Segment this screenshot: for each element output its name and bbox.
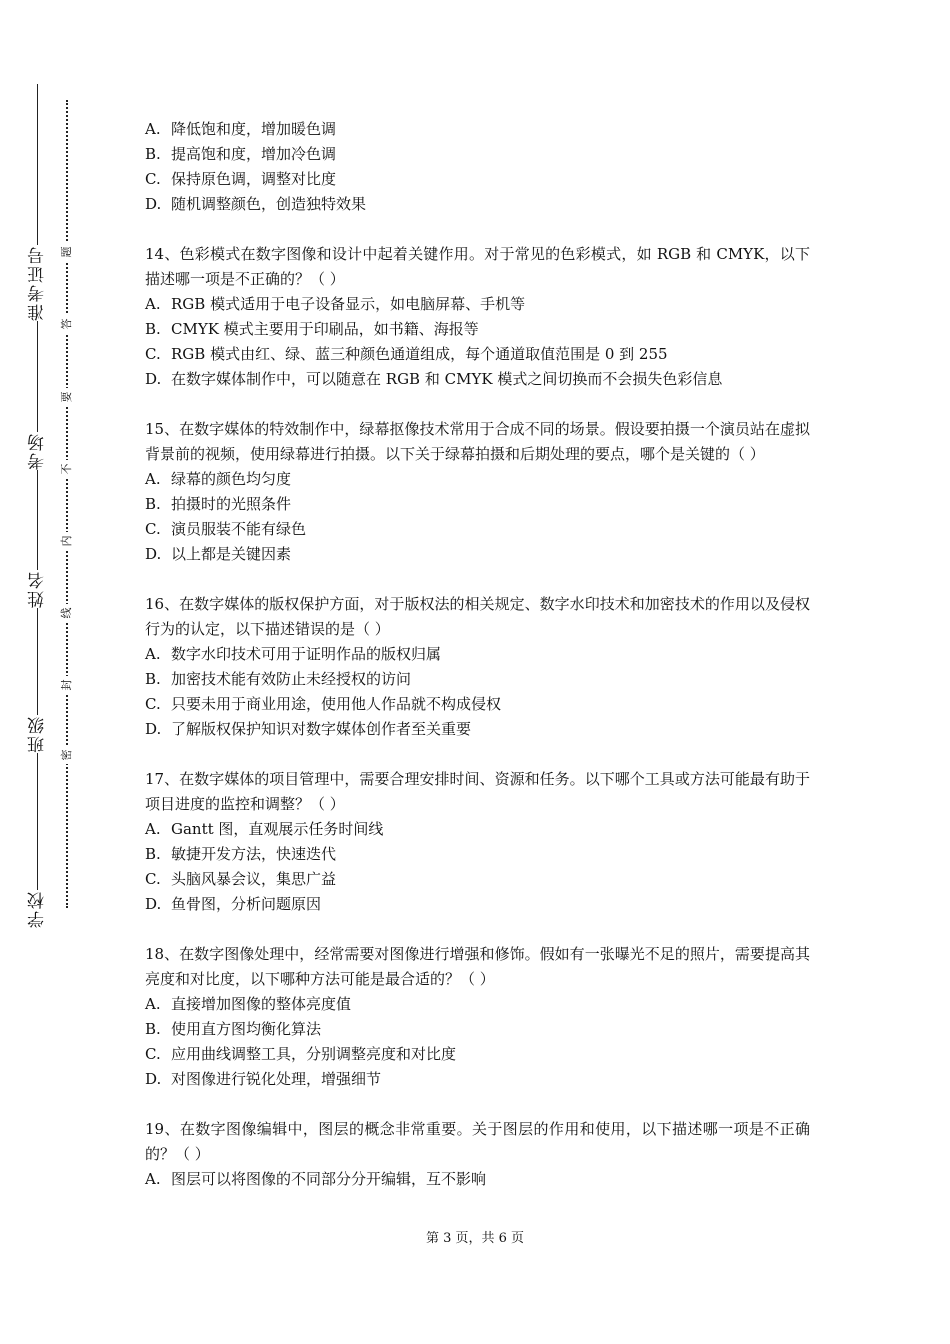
question-content bbox=[145, 117, 810, 1217]
exam-room-label: 考场 bbox=[23, 432, 53, 470]
seal-char: 密 bbox=[58, 746, 76, 764]
option-text: RGB 模式由红、绿、蓝三种颜色通道组成，每个通道取值范围是 0 到 255 bbox=[171, 345, 668, 363]
name-label: 姓名 bbox=[23, 570, 53, 608]
option-list bbox=[145, 467, 810, 567]
option bbox=[145, 292, 810, 317]
option-text: 拍摄时的光照条件 bbox=[171, 495, 292, 513]
option-letter: B. bbox=[145, 670, 161, 688]
option-letter: B. bbox=[145, 1020, 161, 1038]
option-letter: C. bbox=[145, 170, 161, 188]
option bbox=[145, 1042, 810, 1067]
option bbox=[145, 342, 810, 367]
option-list bbox=[145, 817, 810, 917]
option-letter: A. bbox=[145, 295, 161, 313]
option-text: 直接增加图像的整体亮度值 bbox=[171, 995, 352, 1013]
question-15 bbox=[145, 417, 810, 567]
option-text: 在数字媒体制作中，可以随意在 RGB 和 CMYK 模式之间切换而不会损失色彩信息 bbox=[171, 370, 723, 388]
option bbox=[145, 892, 810, 917]
question-stem: 18、在数字图像处理中，经常需要对图像进行增强和修饰。假如有一张曝光不足的照片，需要提高其亮度和对比度，以下哪种方法可能是最合适的？（ ） bbox=[145, 945, 810, 988]
option bbox=[145, 117, 810, 142]
option-text: 随机调整颜色，创造独特效果 bbox=[171, 195, 367, 213]
option-letter: A. bbox=[145, 470, 161, 488]
option-list bbox=[145, 642, 810, 742]
margin-dotted-line bbox=[66, 100, 68, 908]
option-letter: A. bbox=[145, 120, 161, 138]
page-footer: 第 3 页，共 6 页 bbox=[425, 1231, 525, 1246]
option bbox=[145, 167, 810, 192]
option-text: 保持原色调，调整对比度 bbox=[171, 170, 337, 188]
option-text: 以上都是关键因素 bbox=[171, 545, 292, 563]
option bbox=[145, 667, 810, 692]
option-letter: D. bbox=[145, 545, 162, 563]
option-letter: A. bbox=[145, 820, 161, 838]
option-text: RGB 模式适用于电子设备显示，如电脑屏幕、手机等 bbox=[171, 295, 526, 313]
option bbox=[145, 467, 810, 492]
question-stem: 19、在数字图像编辑中，图层的概念非常重要。关于图层的作用和使用，以下描述哪一项是不正确的？（ ） bbox=[145, 1120, 810, 1163]
option-letter: C. bbox=[145, 520, 161, 538]
question-19 bbox=[145, 1117, 810, 1192]
option-letter: D. bbox=[145, 720, 162, 738]
option bbox=[145, 692, 810, 717]
option bbox=[145, 842, 810, 867]
option-text: 绿幕的颜色均匀度 bbox=[171, 470, 292, 488]
option-letter: C. bbox=[145, 870, 161, 888]
option bbox=[145, 1067, 810, 1092]
option-text: 只要未用于商业用途，使用他人作品就不构成侵权 bbox=[171, 695, 502, 713]
question-stem: 16、在数字媒体的版权保护方面，对于版权法的相关规定、数字水印技术和加密技术的作用以及侵权行为的认定，以下描述错误的是（ ） bbox=[145, 595, 810, 638]
option-text: 鱼骨图，分析问题原因 bbox=[171, 895, 322, 913]
option-list bbox=[145, 292, 810, 392]
option bbox=[145, 367, 810, 392]
option-letter: C. bbox=[145, 1045, 161, 1063]
question-17 bbox=[145, 767, 810, 917]
option-letter: C. bbox=[145, 695, 161, 713]
seal-char: 答 bbox=[58, 315, 76, 333]
option-letter: A. bbox=[145, 995, 161, 1013]
option-letter: B. bbox=[145, 320, 161, 338]
option-text: 敏捷开发方法，快速迭代 bbox=[171, 845, 337, 863]
option-text: Gantt 图，直观展示任务时间线 bbox=[171, 820, 384, 838]
seal-char: 线 bbox=[58, 604, 76, 622]
option-letter: A. bbox=[145, 1170, 161, 1188]
option-text: 数字水印技术可用于证明作品的版权归属 bbox=[171, 645, 442, 663]
option-letter: C. bbox=[145, 345, 161, 363]
option-list bbox=[145, 992, 810, 1092]
option-text: 演员服装不能有绿色 bbox=[171, 520, 307, 538]
option bbox=[145, 992, 810, 1017]
question-stem: 14、色彩模式在数字图像和设计中起着关键作用。对于常见的色彩模式，如 RGB 和 CMYK，以下描述哪一项是不正确的？（ ） bbox=[145, 245, 810, 288]
option-text: 降低饱和度，增加暖色调 bbox=[171, 120, 337, 138]
option bbox=[145, 717, 810, 742]
option-letter: D. bbox=[145, 895, 162, 913]
option-text: 头脑风暴会议，集思广益 bbox=[171, 870, 337, 888]
exam-number-label: 准考证号 bbox=[23, 245, 53, 321]
option bbox=[145, 817, 810, 842]
school-label: 学校 bbox=[23, 890, 53, 928]
option bbox=[145, 642, 810, 667]
question-stem: 17、在数字媒体的项目管理中，需要合理安排时间、资源和任务。以下哪个工具或方法可能最有助于项目进度的监控和调整？（ ） bbox=[145, 770, 810, 813]
option bbox=[145, 492, 810, 517]
option-letter: B. bbox=[145, 845, 161, 863]
seal-char: 题 bbox=[58, 243, 76, 261]
option bbox=[145, 1017, 810, 1042]
option bbox=[145, 317, 810, 342]
seal-char: 内 bbox=[58, 532, 76, 550]
option-letter: D. bbox=[145, 370, 162, 388]
question-stem: 15、在数字媒体的特效制作中，绿幕抠像技术常用于合成不同的场景。假设要拍摄一个演员站在虚拟背景前的视频，使用绿幕进行拍摄。以下关于绿幕拍摄和后期处理的要点，哪个是关键的（ ） bbox=[145, 420, 810, 463]
seal-char: 封 bbox=[58, 676, 76, 694]
option-text: 了解版权保护知识对数字媒体创作者至关重要 bbox=[171, 720, 472, 738]
option bbox=[145, 1167, 810, 1192]
option-text: CMYK 模式主要用于印刷品，如书籍、海报等 bbox=[171, 320, 479, 338]
option-letter: B. bbox=[145, 495, 161, 513]
seal-char: 不 bbox=[58, 460, 76, 478]
option-letter: A. bbox=[145, 645, 161, 663]
option bbox=[145, 192, 810, 217]
option-text: 对图像进行锐化处理，增强细节 bbox=[171, 1070, 382, 1088]
option-letter: D. bbox=[145, 195, 162, 213]
question-16 bbox=[145, 592, 810, 742]
option bbox=[145, 517, 810, 542]
option-text: 图层可以将图像的不同部分分开编辑，互不影响 bbox=[171, 1170, 487, 1188]
option-letter: D. bbox=[145, 1070, 162, 1088]
class-label: 班级 bbox=[23, 715, 53, 753]
continued-question bbox=[145, 117, 810, 217]
question-14 bbox=[145, 242, 810, 392]
option bbox=[145, 142, 810, 167]
option-text: 应用曲线调整工具，分别调整亮度和对比度 bbox=[171, 1045, 457, 1063]
option-list bbox=[145, 1167, 810, 1192]
margin-solid-line bbox=[37, 84, 38, 924]
question-18 bbox=[145, 942, 810, 1092]
seal-char: 要 bbox=[58, 388, 76, 406]
binding-margin bbox=[0, 0, 110, 1000]
option bbox=[145, 542, 810, 567]
option-text: 使用直方图均衡化算法 bbox=[171, 1020, 322, 1038]
option-list bbox=[145, 117, 810, 217]
option-letter: B. bbox=[145, 145, 161, 163]
option-text: 提高饱和度，增加冷色调 bbox=[171, 145, 337, 163]
option-text: 加密技术能有效防止未经授权的访问 bbox=[171, 670, 412, 688]
option bbox=[145, 867, 810, 892]
